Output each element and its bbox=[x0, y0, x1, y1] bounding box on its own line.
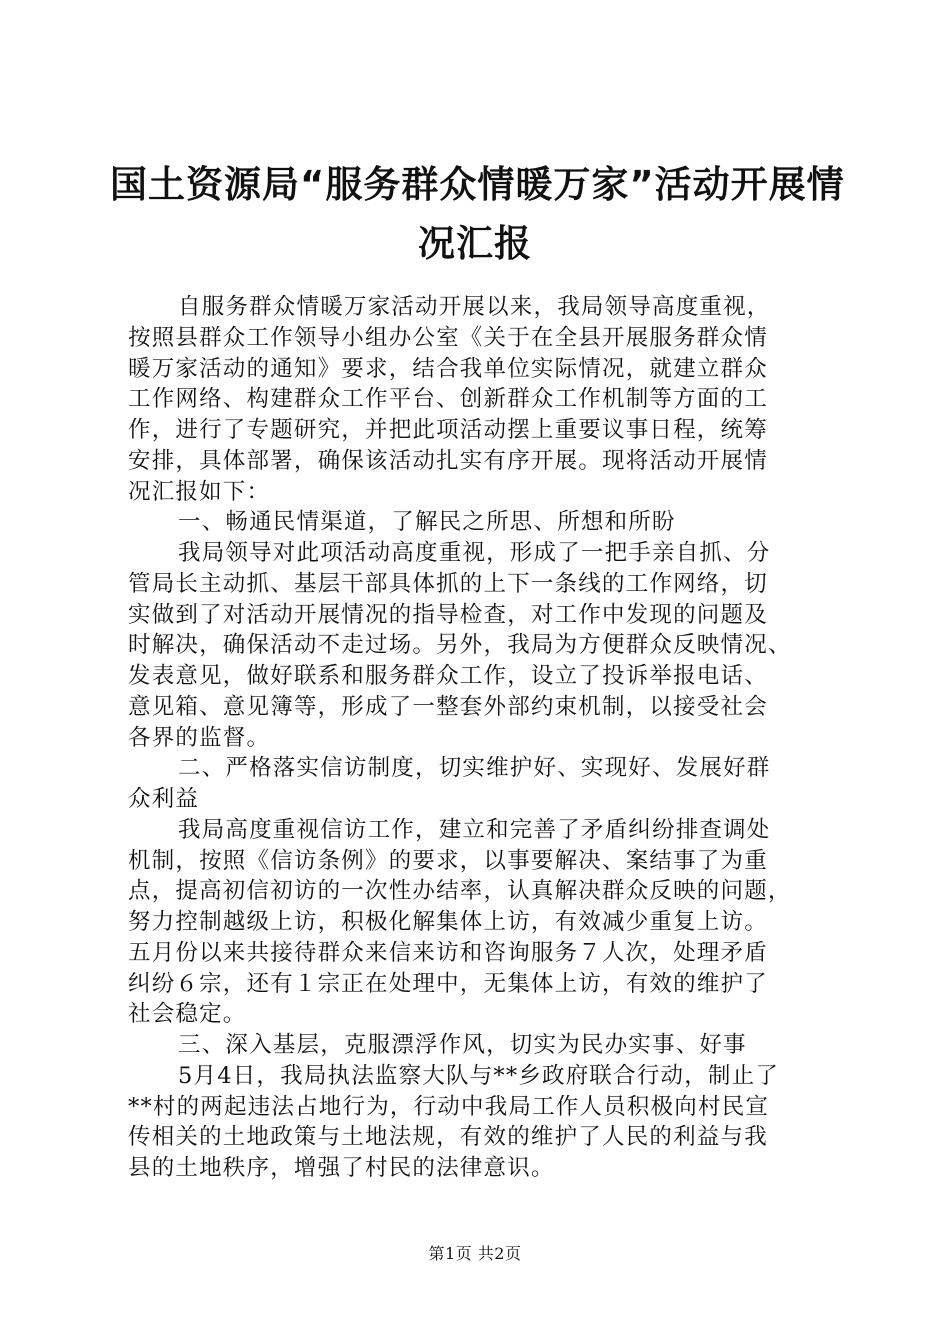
body-text-line: **村的两起违法占地行为，行动中我局工作人员积极向村民宣 bbox=[128, 1093, 770, 1120]
body-text-line: 自服务群众情暖万家活动开展以来，我局领导高度重视， bbox=[178, 294, 771, 320]
body-text-line: 5月4日，我局执法监察大队与**乡政府联合行动，制止了 bbox=[178, 1062, 780, 1089]
body-text-line: 五月份以来共接待群众来信来访和咨询服务７人次，处理矛盾 bbox=[128, 939, 768, 966]
body-text-line: 安排，具体部署，确保该活动扎实有序开展。现将活动开展情 bbox=[128, 447, 768, 474]
body-text-line: 工作网络、构建群众工作平台、创新群众工作机制等方面的工 bbox=[128, 386, 768, 413]
document-body bbox=[128, 292, 828, 1184]
body-text-line: 众利益 bbox=[128, 786, 200, 812]
body-text-line: 我局高度重视信访工作，建立和完善了矛盾纠纷排查调处 bbox=[178, 816, 771, 843]
body-text-line: 社会稳定。 bbox=[128, 1001, 247, 1028]
body-text-line: 传相关的土地政策与土地法规，有效的维护了人民的利益与我 bbox=[128, 1124, 768, 1151]
body-text-line: 二、严格落实信访制度，切实维护好、实现好、发展好群 bbox=[178, 755, 771, 782]
body-text-line: 意见箱、意见簿等，形成了一整套外部约束机制，以接受社会 bbox=[128, 693, 768, 720]
page-footer: 第1页 共2页 bbox=[428, 1244, 522, 1263]
body-text-line: 纠纷６宗，还有１宗正在处理中，无集体上访，有效的维护了 bbox=[128, 970, 768, 997]
body-text-line: 暖万家活动的通知》要求，结合我单位实际情况，就建立群众 bbox=[128, 355, 768, 382]
body-text-line: 一、畅通民情渠道，了解民之所思、所想和所盼 bbox=[178, 509, 676, 536]
body-text-line: 我局领导对此项活动高度重视，形成了一把手亲自抓、分 bbox=[178, 540, 771, 566]
body-text-line: 时解决，确保活动不走过场。另外，我局为方便群众反映情况、 bbox=[128, 632, 792, 659]
body-text-line: 实做到了对活动开展情况的指导检查，对工作中发现的问题及 bbox=[128, 601, 768, 628]
body-text-line: 发表意见，做好联系和服务群众工作，设立了投诉举报电话、 bbox=[128, 663, 768, 689]
body-text-line: 点，提高初信初访的一次性办结率，认真解决群众反映的问题， bbox=[128, 878, 792, 905]
body-text-line: 作，进行了专题研究，并把此项活动摆上重要议事日程，统筹 bbox=[128, 417, 768, 443]
body-text-line: 三、深入基层，克服漂浮作风，切实为民办实事、好事 bbox=[178, 1032, 747, 1058]
body-text-line: 况汇报如下： bbox=[128, 478, 271, 505]
document-title-line-2: 况汇报 bbox=[418, 222, 532, 265]
body-text-line: 按照县群众工作领导小组办公室《关于在全县开展服务群众情 bbox=[128, 324, 768, 351]
body-text-line: 各界的监督。 bbox=[128, 724, 271, 751]
body-text-line: 努力控制越级上访，积极化解集体上访，有效减少重复上访。 bbox=[128, 909, 768, 935]
body-text-line: 机制，按照《信访条例》的要求，以事要解决、案结事了为重 bbox=[128, 847, 768, 874]
document-title-line-1: 国土资源局“服务群众情暖万家”活动开展情 bbox=[110, 163, 845, 206]
body-text-line: 县的土地秩序，增强了村民的法律意识。 bbox=[128, 1155, 555, 1181]
body-text-line: 管局长主动抓、基层干部具体抓的上下一条线的工作网络，切 bbox=[128, 570, 768, 597]
